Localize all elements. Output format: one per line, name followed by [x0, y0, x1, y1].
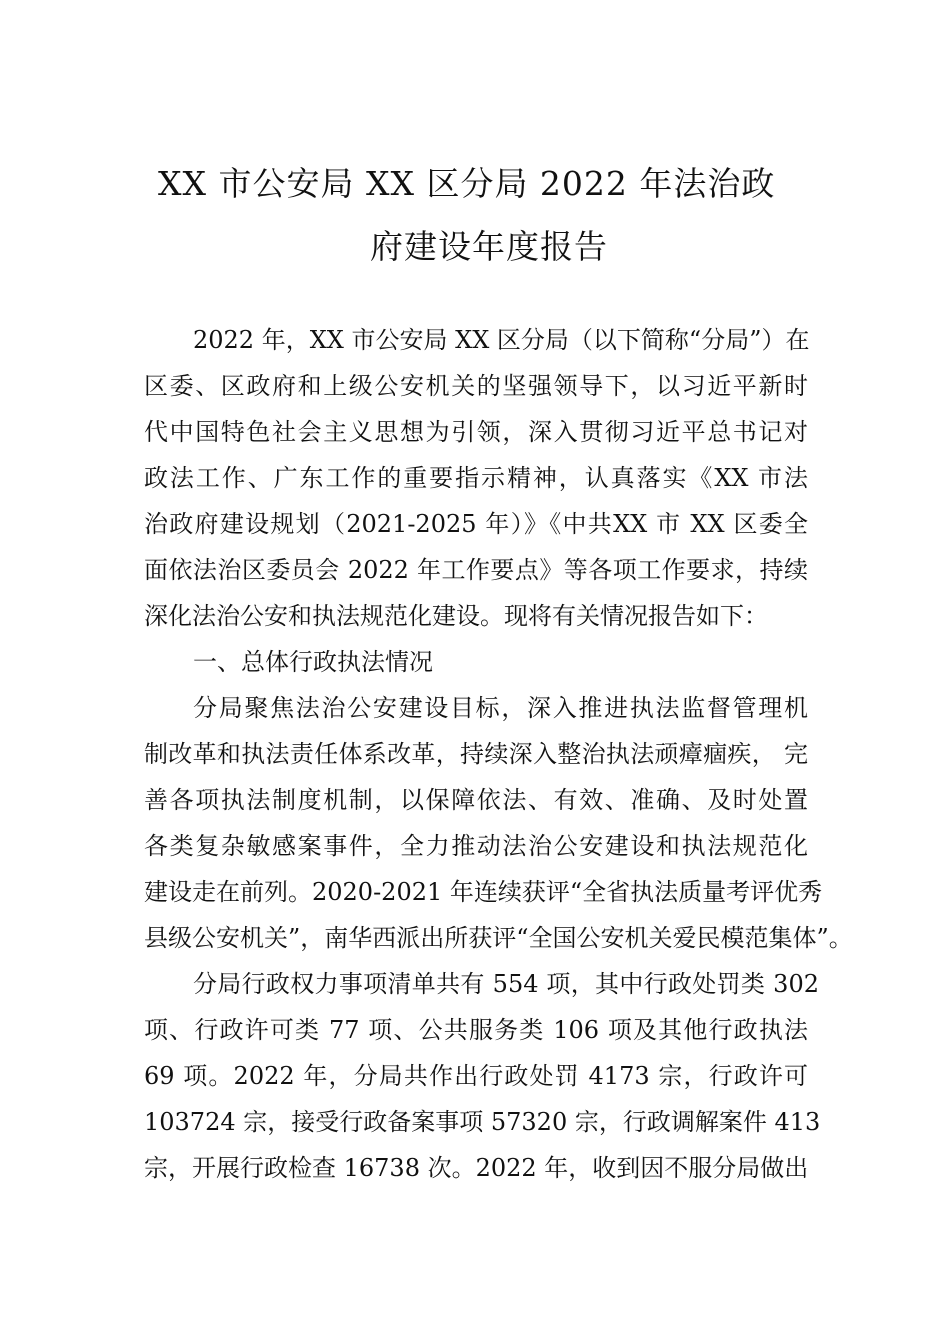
report-title-line-2: 府建设年度报告	[370, 227, 608, 266]
paragraph-line: 各类复杂敏感案事件，全力推动法治公安建设和执法规范化	[144, 832, 808, 860]
paragraph-line: 项、行政许可类 77 项、公共服务类 106 项及其他行政执法	[144, 1016, 808, 1044]
paragraph-line: 善各项执法制度机制，以保障依法、有效、准确、及时处置	[144, 786, 808, 814]
paragraph-line: 县级公安机关”，南华西派出所获评“全国公安机关爱民模范集体”。	[144, 924, 853, 952]
paragraph-line: 代中国特色社会主义思想为引领，深入贯彻习近平总书记对	[144, 418, 808, 446]
paragraph-line: 宗，开展行政检查 16738 次。2022 年，收到因不服分局做出	[144, 1154, 809, 1182]
paragraph-line: 分局行政权力事项清单共有 554 项，其中行政处罚类 302	[193, 970, 819, 998]
paragraph-line: 面依法治区委员会 2022 年工作要点》等各项工作要求，持续	[144, 556, 808, 584]
paragraph-line: 69 项。2022 年，分局共作出行政处罚 4173 宗，行政许可	[144, 1062, 808, 1090]
paragraph-line: 103724 宗，接受行政备案事项 57320 宗，行政调解案件 413	[144, 1108, 821, 1136]
paragraph-line: 治政府建设规划（2021-2025 年）》《中共XX 市 XX 区委全	[144, 510, 808, 538]
paragraph-line: 建设走在前列。2020-2021 年连续获评“全省执法质量考评优秀	[144, 878, 823, 906]
paragraph-line: 2022 年，XX 市公安局 XX 区分局（以下简称“分局”）在	[193, 326, 810, 354]
report-title-line-1: XX 市公安局 XX 区分局 2022 年法治政	[158, 164, 776, 203]
paragraph-line: 区委、区政府和上级公安机关的坚强领导下，以习近平新时	[144, 372, 808, 400]
paragraph-line: 政法工作、广东工作的重要指示精神，认真落实《XX 市法	[144, 464, 808, 492]
paragraph-line: 分局聚焦法治公安建设目标，深入推进执法监督管理机	[193, 694, 808, 722]
section-heading: 一、总体行政执法情况	[193, 648, 433, 676]
paragraph-line: 深化法治公安和执法规范化建设。现将有关情况报告如下：	[144, 602, 768, 630]
paragraph-line: 制改革和执法责任体系改革，持续深入整治执法顽瘴痼疾， 完	[144, 740, 808, 768]
